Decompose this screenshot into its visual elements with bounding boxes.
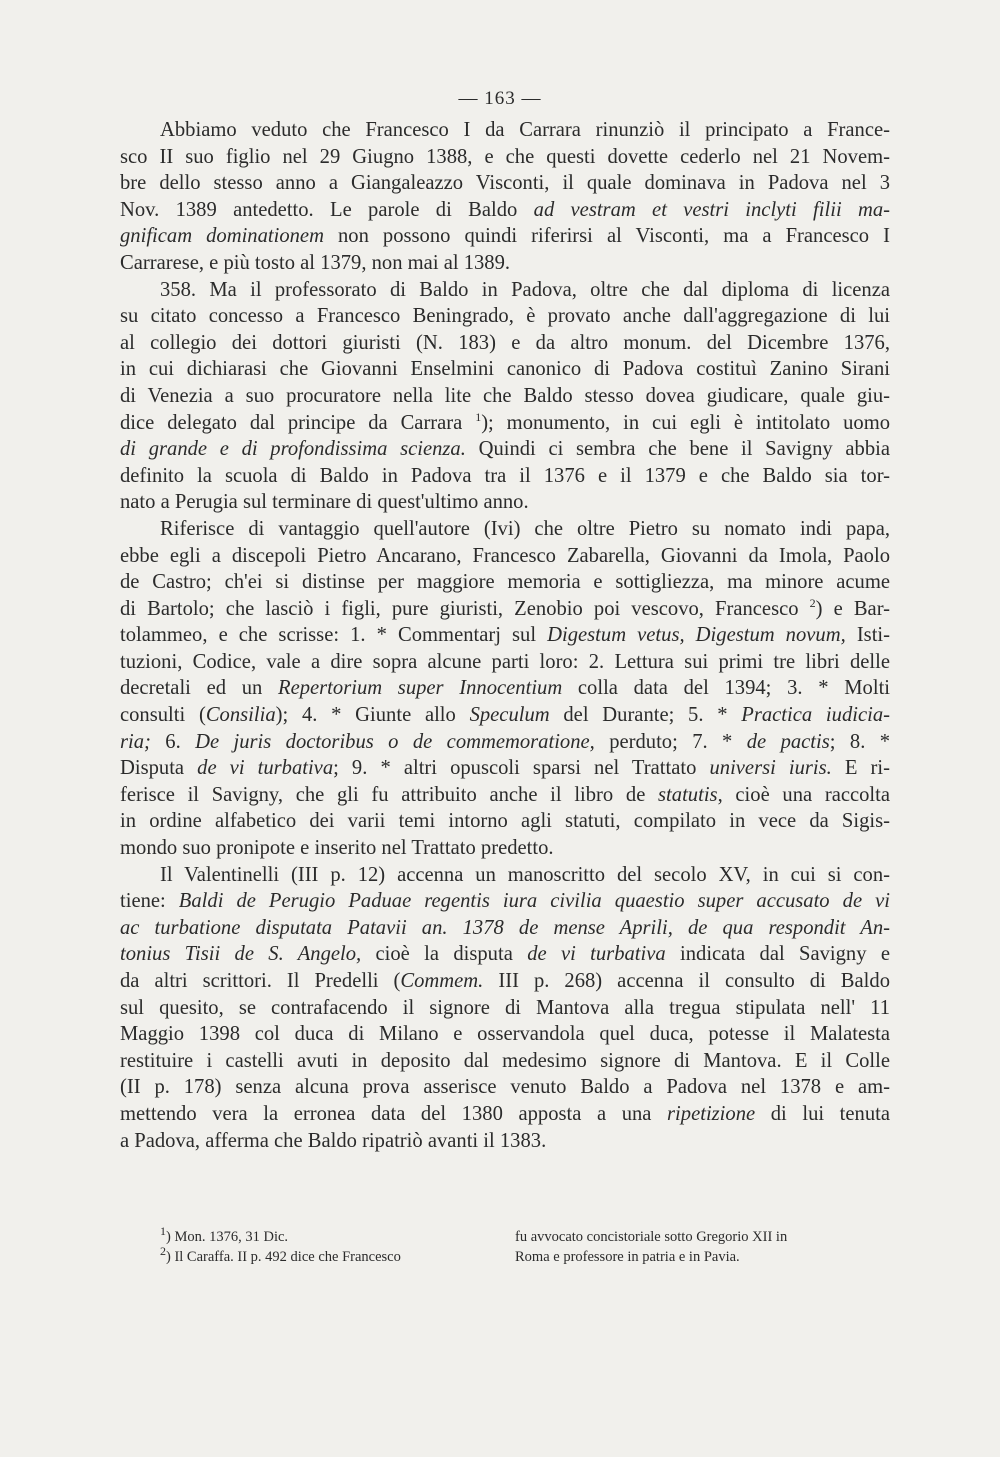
text-run: definito la scuola di Baldo in Padova tra il 1376 e il 1379 e che Baldo sia tor- xyxy=(120,464,890,487)
italic-text: Digestum vetus, Digestum novum, xyxy=(547,624,846,647)
text-line xyxy=(120,144,890,171)
text-run: de Castro; ch'ei si distinse per maggiore memoria e sottigliezza, ma minore acume xyxy=(120,571,890,594)
text-run: cioè la disputa xyxy=(361,943,528,966)
text-run: perduto; 7. * xyxy=(594,730,747,753)
italic-text: gnificam dominationem xyxy=(120,225,324,248)
text-run: ); monumento, in cui egli è intitolato uomo xyxy=(481,411,891,434)
text-run: sco II suo figlio nel 29 Giugno 1388, e che questi dovette cederlo nel 21 Novem- xyxy=(120,145,890,168)
text-line xyxy=(120,410,890,437)
italic-text: De juris doctoribus o de commemoratione, xyxy=(195,730,595,753)
italic-text: di grande e di profondissima scienza. xyxy=(120,438,466,461)
text-line xyxy=(120,356,890,383)
italic-text: de vi turbativa xyxy=(527,943,666,966)
footnote-line xyxy=(160,1224,515,1247)
italic-text: de vi turbativa xyxy=(197,757,334,780)
text-line xyxy=(120,808,890,835)
text-line xyxy=(120,1021,890,1048)
text-run: Disputa xyxy=(120,757,198,780)
text-run: restituire i castelli avuti in deposito dal medesimo signore di Mantova. E il Colle xyxy=(120,1049,890,1072)
text-line xyxy=(120,170,890,197)
paragraph xyxy=(120,516,890,862)
text-run: in cui dichiarasi che Giovanni Enselmini canonico di Padova costituì Zanino Sirani xyxy=(120,358,890,381)
text-run: ferisce il Savigny, che gli fu attribuito anche il libro de xyxy=(120,783,659,806)
footnotes-left-column xyxy=(160,1224,515,1267)
italic-text: Practica iudicia- xyxy=(741,704,890,727)
text-line xyxy=(120,915,890,942)
paragraph xyxy=(120,117,890,277)
text-line xyxy=(120,1048,890,1075)
text-line xyxy=(120,197,890,224)
text-run: decretali ed un xyxy=(120,677,279,700)
text-line xyxy=(120,1074,890,1101)
text-run: tuzioni, Codice, vale a dire sopra alcune parti loro: 2. Lettura sui primi tre libri delle xyxy=(120,650,890,673)
footnote-ref: 2 xyxy=(160,1244,166,1259)
text-run: Riferisce di vantaggio quell'autore (Ivi) che oltre Pietro su nomato indi papa, xyxy=(160,517,890,540)
text-run: ; 9. * altri opuscoli sparsi nel Trattato xyxy=(333,757,710,780)
text-run: da altri scrittori. Il Predelli ( xyxy=(120,970,401,992)
italic-text: tonius Tisii de S. Angelo, xyxy=(120,943,362,966)
text-run: Quindi ci sembra che bene il Savigny abbia xyxy=(465,438,890,461)
paragraph xyxy=(120,862,890,1155)
text-line xyxy=(120,250,890,277)
text-run: dice delegato dal principe da Carrara xyxy=(120,411,476,434)
body-text xyxy=(120,117,890,1154)
text-run: 358. Ma il professorato di Baldo in Padova, oltre che dal diploma di licenza xyxy=(160,278,890,301)
text-run: ); 4. * Giunte allo xyxy=(275,704,470,727)
text-line xyxy=(120,596,890,623)
text-line xyxy=(120,330,890,357)
text-run: Abbiamo veduto che Francesco I da Carrara rinunziò il principato a France- xyxy=(160,119,890,141)
text-line xyxy=(120,516,890,543)
text-line xyxy=(120,702,890,729)
text-line xyxy=(120,941,890,968)
text-line xyxy=(120,888,890,915)
text-line xyxy=(120,117,890,144)
text-line xyxy=(120,649,890,676)
text-run: tolammeo, e che scrisse: 1. * Commentarj sul xyxy=(120,624,548,647)
text-line xyxy=(120,569,890,596)
text-run: non possono quindi riferirsi al Visconti, ma a Francesco I xyxy=(323,225,890,248)
text-line xyxy=(120,223,890,250)
text-line xyxy=(120,543,890,570)
text-run: a Padova, afferma che Baldo ripatriò avanti il 1383. xyxy=(120,1129,547,1152)
text-line xyxy=(120,675,890,702)
text-line xyxy=(120,995,890,1022)
text-run: sul quesito, se contrafacendo il signore di Mantova alla tregua stipulata nell' 11 xyxy=(120,996,890,1019)
text-line xyxy=(120,729,890,756)
text-run: ) Mon. 1376, 31 Dic. xyxy=(166,1229,289,1245)
italic-text: de pactis xyxy=(746,730,830,753)
text-run: ebbe egli a discepoli Pietro Ancarano, Francesco Zabarella, Giovanni da Imola, Paolo xyxy=(120,544,890,567)
italic-text: ria; xyxy=(120,730,151,753)
text-run: tiene: xyxy=(120,890,179,913)
italic-text: ripetizione xyxy=(667,1102,756,1125)
text-line xyxy=(120,489,890,516)
text-run: di Venezia a suo procuratore nella lite che Baldo stesso dovea giudicare, quale giu- xyxy=(120,384,890,407)
text-line xyxy=(120,835,890,862)
text-run: , cioè una raccolta xyxy=(717,783,890,806)
text-run: Il Valentinelli (III p. 12) accenna un manoscritto del secolo XV, in cui si con- xyxy=(160,863,890,886)
text-line xyxy=(120,755,890,782)
footnote-ref: 2 xyxy=(809,595,816,610)
text-run: ; 8. * xyxy=(829,730,891,753)
text-line xyxy=(120,383,890,410)
text-run: indicata dal Savigny e xyxy=(665,943,890,966)
text-run: al collegio dei dottori giuristi (N. 183) e da altro monum. del Dicembre 1376, xyxy=(120,331,890,354)
italic-text: Commem. xyxy=(400,970,484,992)
text-line xyxy=(120,622,890,649)
text-run: nato a Perugia sul terminare di quest'ultimo anno. xyxy=(120,491,529,514)
text-run: del Durante; 5. * xyxy=(549,704,742,727)
text-run: III p. 268) accenna il consulto di Baldo xyxy=(483,970,890,992)
text-run: ) Il Caraffa. II p. 492 dice che Francesco xyxy=(166,1249,401,1265)
footnote-line xyxy=(515,1247,890,1267)
text-line xyxy=(120,782,890,809)
text-run: (II p. 178) senza alcuna prova asserisce venuto Baldo a Padova nel 1378 e am- xyxy=(120,1076,890,1099)
text-run: ) e Bar- xyxy=(815,597,890,620)
footnote-ref: 1 xyxy=(475,409,482,424)
text-line xyxy=(120,463,890,490)
text-run: Maggio 1398 col duca di Milano e osservandola quel duca, potesse il Malatesta xyxy=(120,1023,890,1046)
italic-text: ad vestram et vestri inclyti filii ma- xyxy=(533,198,890,221)
text-line xyxy=(120,436,890,463)
text-line xyxy=(120,862,890,889)
italic-text: statutis xyxy=(658,783,718,806)
footnote-ref: 1 xyxy=(160,1224,166,1239)
paragraph xyxy=(120,277,890,516)
text-run: colla data del 1394; 3. * Molti xyxy=(562,677,891,700)
text-run: Isti- xyxy=(845,624,890,647)
italic-text: Consilia xyxy=(205,704,276,727)
italic-text: Baldi de Perugio Paduae regentis iura civilia quaestio super accusato de vi xyxy=(178,890,890,913)
text-line xyxy=(120,303,890,330)
italic-text: ac turbatione disputata Patavii an. 1378 de mense Aprili, de qua respondit An- xyxy=(120,916,890,939)
text-run: fu avvocato concistoriale sotto Gregorio XII in xyxy=(515,1229,788,1245)
text-line xyxy=(120,277,890,304)
italic-text: Repertorium super Innocentium xyxy=(278,677,563,700)
footnote-line xyxy=(160,1244,515,1267)
text-run: in ordine alfabetico dei varii temi intorno agli statuti, compilato in vece da Sigis- xyxy=(120,810,890,833)
text-line xyxy=(120,968,890,995)
text-run: di Bartolo; che lasciò i figli, pure giuristi, Zenobio poi vescovo, Francesco xyxy=(120,597,810,620)
text-run: 6. xyxy=(150,730,196,753)
text-run: Carrarese, e più tosto al 1379, non mai al 1389. xyxy=(120,251,511,274)
text-line xyxy=(120,1101,890,1128)
text-line xyxy=(120,1128,890,1155)
footnotes xyxy=(160,1224,890,1267)
text-run: mondo suo pronipote e inserito nel Trattato predetto. xyxy=(120,837,554,860)
text-run: bre dello stesso anno a Giangaleazzo Visconti, il quale dominava in Padova nel 3 xyxy=(120,172,890,195)
footnotes-right-column xyxy=(515,1227,890,1267)
text-run: Roma e professore in patria e in Pavia. xyxy=(515,1249,740,1265)
page-number: — 163 — xyxy=(458,88,542,109)
text-run: su citato concesso a Francesco Beningrado, è provato anche dall'aggregazione di lui xyxy=(120,305,890,328)
text-run: di lui tenuta xyxy=(755,1102,891,1125)
text-run: mettendo vera la erronea data del 1380 apposta a una xyxy=(120,1102,668,1125)
text-run: Nov. 1389 antedetto. Le parole di Baldo xyxy=(120,198,534,221)
text-run: consulti ( xyxy=(120,704,206,727)
footnote-line xyxy=(515,1227,890,1247)
text-run: E ri- xyxy=(831,757,890,780)
italic-text: universi iuris. xyxy=(709,757,832,780)
italic-text: Speculum xyxy=(469,704,550,727)
